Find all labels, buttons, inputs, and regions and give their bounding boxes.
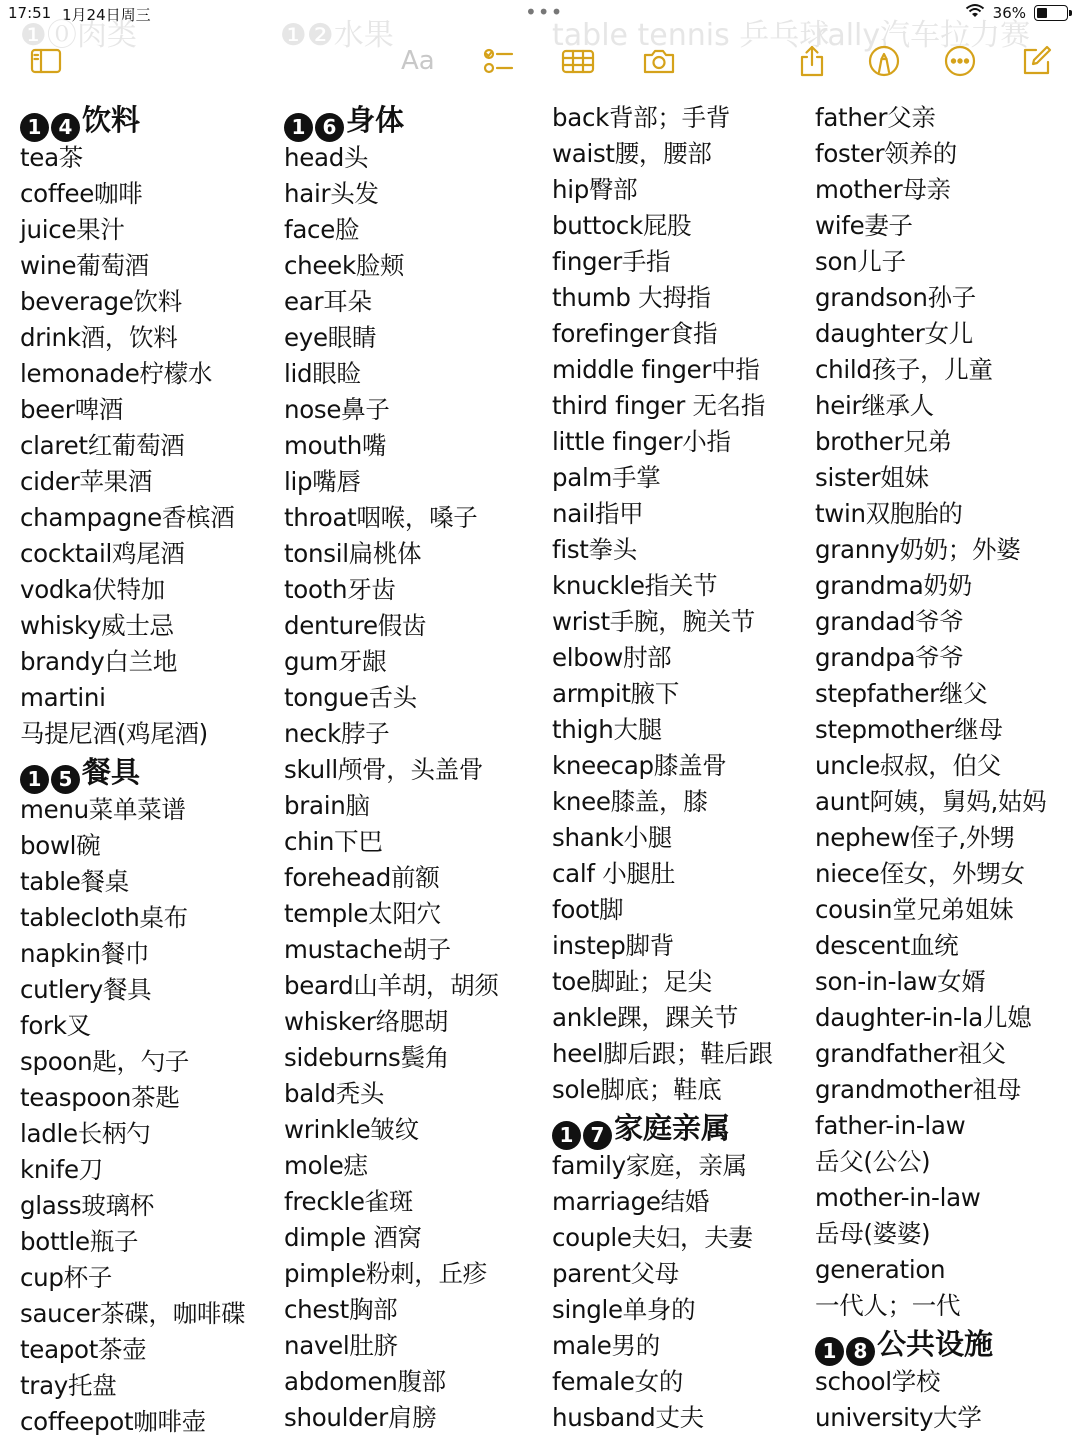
- vocab-entry: daughter-in-la儿媳: [815, 1003, 1032, 1032]
- vocab-entry: waist腰，腰部: [552, 139, 712, 168]
- table-icon: [561, 44, 595, 78]
- vocab-entry: grandson孙子: [815, 283, 976, 312]
- vocab-entry: ankle踝，踝关节: [552, 1003, 739, 1032]
- vocab-entry: cocktail鸡尾酒: [20, 539, 185, 568]
- vocab-entry: forehead前额: [284, 863, 440, 892]
- vocab-entry: grandfather祖父: [815, 1039, 1006, 1068]
- vocab-entry: table餐桌: [20, 867, 129, 896]
- vocab-entry: tooth牙齿: [284, 575, 396, 604]
- vocab-entry: thumb 大拇指: [552, 283, 711, 312]
- note-column: [20, 100, 245, 1440]
- battery-percent: 36%: [992, 4, 1026, 22]
- vocab-entry: ladle长柄勺: [20, 1119, 151, 1148]
- battery-fill: [1037, 8, 1047, 18]
- vocab-entry: brandy白兰地: [20, 647, 178, 676]
- multitasking-dots-icon[interactable]: •••: [525, 0, 564, 24]
- vocab-entry: claret红葡萄酒: [20, 431, 185, 460]
- vocab-entry: tonsil扁桃体: [284, 539, 422, 568]
- vocab-entry: wife妻子: [815, 211, 913, 240]
- vocab-entry: toe脚趾；足尖: [552, 967, 712, 996]
- vocab-entry: lip嘴唇: [284, 467, 361, 496]
- vocab-entry: glass玻璃杯: [20, 1191, 155, 1220]
- camera-icon: [642, 44, 676, 78]
- vocab-entry: couple夫妇，夫妻: [552, 1223, 753, 1252]
- vocab-entry: beard山羊胡，胡须: [284, 971, 499, 1000]
- more-options-button[interactable]: [940, 44, 980, 78]
- vocab-entry: male男的: [552, 1331, 660, 1360]
- vocab-entry: fork叉: [20, 1011, 91, 1040]
- checklist-button[interactable]: [478, 44, 518, 78]
- vocab-entry: head头: [284, 143, 369, 172]
- vocab-entry: cider苹果酒: [20, 467, 153, 496]
- vocab-entry: son-in-law女婿: [815, 967, 986, 996]
- section-number-badge: 5: [51, 765, 80, 794]
- vocab-entry: nail指甲: [552, 499, 644, 528]
- vocab-entry: family家庭，亲属: [552, 1151, 747, 1180]
- section-number-badge: 1: [20, 113, 49, 142]
- vocab-entry: parent父母: [552, 1259, 679, 1288]
- ghost-title: rally汽车拉力赛: [815, 18, 1031, 53]
- vocab-entry: mother母亲: [815, 175, 951, 204]
- vocab-entry: dimple 酒窝: [284, 1223, 422, 1252]
- vocab-entry: nephew侄子,外甥: [815, 823, 1015, 852]
- vocab-entry: bald秃头: [284, 1079, 385, 1108]
- section-heading: [284, 100, 499, 140]
- vocab-entry: knife刀: [20, 1155, 103, 1184]
- vocab-entry: freckle雀斑: [284, 1187, 414, 1216]
- vocab-entry: juice果汁: [20, 215, 125, 244]
- vocab-entry: menu菜单菜谱: [20, 795, 186, 824]
- vocab-entry: wine葡萄酒: [20, 251, 149, 280]
- vocab-entry: foster领养的: [815, 139, 957, 168]
- vocab-entry: twin双胞胎的: [815, 499, 963, 528]
- vocab-entry: champagne香槟酒: [20, 503, 235, 532]
- vocab-entry: tray托盘: [20, 1371, 117, 1400]
- section-number-badge: 1: [552, 1121, 581, 1150]
- vocab-entry: cutlery餐具: [20, 975, 152, 1004]
- vocab-entry: whisker络腮胡: [284, 1007, 449, 1036]
- vocab-entry: stepfather继父: [815, 679, 988, 708]
- vocab-entry: grandad爷爷: [815, 607, 964, 636]
- sidebar-toggle-button[interactable]: [26, 44, 66, 78]
- vocab-entry: spoon匙，勺子: [20, 1047, 190, 1076]
- checklist-icon: [481, 44, 515, 78]
- vocab-entry: husband丈夫: [552, 1403, 704, 1432]
- vocab-entry: middle finger中指: [552, 355, 760, 384]
- vocab-entry: vodka伏特加: [20, 575, 165, 604]
- vocab-entry: gum牙龈: [284, 647, 387, 676]
- section-heading: [815, 1324, 1046, 1364]
- vocab-entry: 岳母(婆婆): [815, 1219, 931, 1248]
- vocab-entry: elbow肘部: [552, 643, 672, 672]
- vocab-entry: tea茶: [20, 143, 83, 172]
- vocab-entry: descent血统: [815, 931, 959, 960]
- vocab-entry: single单身的: [552, 1295, 696, 1324]
- markup-button[interactable]: [864, 44, 904, 78]
- vocab-entry: shoulder肩膀: [284, 1403, 437, 1432]
- vocab-entry: wrinkle皱纹: [284, 1115, 419, 1144]
- notes-toolbar: [0, 36, 1080, 86]
- vocab-entry: generation: [815, 1255, 946, 1284]
- vocab-entry: female女的: [552, 1367, 684, 1396]
- vocab-entry: back背部；手背: [552, 103, 731, 132]
- vocab-entry: buttock屁股: [552, 211, 692, 240]
- vocab-entry: bowl碗: [20, 831, 101, 860]
- table-button[interactable]: [558, 44, 598, 78]
- vocab-entry: calf 小腿肚: [552, 859, 675, 888]
- vocab-entry: brother兄弟: [815, 427, 952, 456]
- vocab-entry: school学校: [815, 1367, 941, 1396]
- vocab-entry: granny奶奶；外婆: [815, 535, 1021, 564]
- vocab-entry: brain脑: [284, 791, 370, 820]
- vocab-entry: grandpa爷爷: [815, 643, 964, 672]
- vocab-entry: 岳父(公公): [815, 1147, 931, 1176]
- share-button[interactable]: [792, 44, 832, 78]
- vocab-entry: shank小腿: [552, 823, 672, 852]
- vocab-entry: sideburns鬓角: [284, 1043, 449, 1072]
- vocab-entry: tongue舌头: [284, 683, 417, 712]
- section-heading-label: 餐具: [82, 755, 141, 789]
- section-number-badge: 1: [284, 113, 313, 142]
- vocab-entry: child孩子，儿童: [815, 355, 993, 384]
- vocab-entry: cheek脸颊: [284, 251, 405, 280]
- vocab-entry: forefinger食指: [552, 319, 718, 348]
- format-button[interactable]: Aa: [401, 46, 435, 76]
- vocab-entry: neck脖子: [284, 719, 390, 748]
- vocab-entry: stepmother继母: [815, 715, 1003, 744]
- status-time: 17:51: [8, 4, 52, 22]
- vocab-entry: niece侄女，外甥女: [815, 859, 1025, 888]
- vocab-entry: navel肚脐: [284, 1331, 398, 1360]
- vocab-entry: mustache胡子: [284, 935, 451, 964]
- ellipsis-circle-icon: [943, 44, 977, 78]
- section-number-badge: 4: [51, 113, 80, 142]
- vocab-entry: heir继承人: [815, 391, 934, 420]
- section-heading-label: 饮料: [82, 103, 141, 137]
- vocab-entry: little finger小指: [552, 427, 731, 456]
- vocab-entry: hip臀部: [552, 175, 638, 204]
- vocab-entry: throat咽喉，嗓子: [284, 503, 478, 532]
- note-column: [284, 100, 499, 1436]
- vocab-entry: cousin堂兄弟姐妹: [815, 895, 1014, 924]
- vocab-entry: mole痣: [284, 1151, 368, 1180]
- vocab-entry: denture假齿: [284, 611, 427, 640]
- vocab-entry: teaspoon茶匙: [20, 1083, 180, 1112]
- battery-icon: [1034, 5, 1068, 21]
- vocab-entry: coffee咖啡: [20, 179, 143, 208]
- vocab-entry: kneecap膝盖骨: [552, 751, 727, 780]
- vocab-entry: lid眼睑: [284, 359, 361, 388]
- vocab-entry: 马提尼酒(鸡尾酒): [20, 719, 208, 748]
- section-heading-label: 公共设施: [877, 1327, 994, 1361]
- vocab-entry: father父亲: [815, 103, 936, 132]
- vocab-entry: bottle瓶子: [20, 1227, 139, 1256]
- vocab-entry: grandmother祖母: [815, 1075, 1021, 1104]
- ghost-title: table tennis 乒乓球: [552, 18, 830, 53]
- compose-icon: [1019, 44, 1053, 78]
- vocab-entry: 一代人；一代: [815, 1291, 961, 1320]
- vocab-entry: wrist手腕，腕关节: [552, 607, 755, 636]
- vocab-entry: finger手指: [552, 247, 671, 276]
- vocab-entry: mother-in-law: [815, 1183, 981, 1212]
- vocab-entry: skull颅骨，头盖骨: [284, 755, 484, 784]
- section-number-badge: 8: [846, 1337, 875, 1366]
- vocab-entry: mouth嘴: [284, 431, 387, 460]
- section-heading: [552, 1108, 773, 1148]
- vocab-entry: grandma奶奶: [815, 571, 972, 600]
- sidebar-icon: [29, 44, 63, 78]
- vocab-entry: university大学: [815, 1403, 982, 1432]
- vocab-entry: abdomen腹部: [284, 1367, 446, 1396]
- vocab-entry: knee膝盖，膝: [552, 787, 708, 816]
- section-heading: [20, 100, 245, 140]
- vocab-entry: aunt阿姨，舅妈,姑妈: [815, 787, 1047, 816]
- vocab-entry: son儿子: [815, 247, 906, 276]
- vocab-entry: chest胸部: [284, 1295, 398, 1324]
- vocab-entry: sister姐妹: [815, 463, 929, 492]
- vocab-entry: father-in-law: [815, 1111, 966, 1140]
- section-number-badge: 1: [815, 1337, 844, 1366]
- vocab-entry: martini: [20, 683, 106, 712]
- vocab-entry: daughter女儿: [815, 319, 973, 348]
- section-number-badge: 7: [583, 1121, 612, 1150]
- vocab-entry: pimple粉刺，丘疹: [284, 1259, 487, 1288]
- vocab-entry: uncle叔叔，伯父: [815, 751, 1001, 780]
- vocab-entry: temple太阳穴: [284, 899, 441, 928]
- vocab-entry: drink酒，饮料: [20, 323, 178, 352]
- note-column: [552, 100, 773, 1436]
- new-note-button[interactable]: [1016, 44, 1056, 78]
- section-heading-label: 身体: [346, 103, 405, 137]
- vocab-entry: beer啤酒: [20, 395, 123, 424]
- vocab-entry: instep脚背: [552, 931, 674, 960]
- section-number-badge: 1: [20, 765, 49, 794]
- vocab-entry: sole脚底；鞋底: [552, 1075, 722, 1104]
- vocab-entry: chin下巴: [284, 827, 383, 856]
- vocab-entry: eye眼睛: [284, 323, 377, 352]
- vocab-entry: saucer茶碟，咖啡碟: [20, 1299, 246, 1328]
- vocab-entry: coffeepot咖啡壶: [20, 1407, 206, 1436]
- section-heading: [20, 752, 245, 792]
- vocab-entry: fist拳头: [552, 535, 638, 564]
- vocab-entry: hair头发: [284, 179, 379, 208]
- vocab-entry: palm手掌: [552, 463, 661, 492]
- camera-button[interactable]: [639, 44, 679, 78]
- vocab-entry: beverage饮料: [20, 287, 182, 316]
- vocab-entry: armpit腋下: [552, 679, 680, 708]
- section-number-badge: 6: [315, 113, 344, 142]
- section-heading-label: 家庭亲属: [614, 1111, 731, 1145]
- vocab-entry: foot脚: [552, 895, 624, 924]
- vocab-entry: knuckle指关节: [552, 571, 718, 600]
- vocab-entry: thigh大腿: [552, 715, 662, 744]
- status-date: 1月24日周三: [62, 6, 151, 24]
- ghost-title: ❶⓪肉类: [20, 18, 137, 53]
- vocab-entry: whisky威士忌: [20, 611, 174, 640]
- ghost-title: ❶❷水果: [280, 18, 394, 53]
- vocab-entry: marriage结婚: [552, 1187, 710, 1216]
- share-icon: [795, 44, 829, 78]
- vocab-entry: heel脚后跟；鞋后跟: [552, 1039, 773, 1068]
- vocab-entry: third finger 无名指: [552, 391, 766, 420]
- vocab-entry: teapot茶壶: [20, 1335, 147, 1364]
- vocab-entry: tablecloth桌布: [20, 903, 188, 932]
- vocab-entry: ear耳朵: [284, 287, 372, 316]
- vocab-entry: lemonade柠檬水: [20, 359, 213, 388]
- vocab-entry: cup杯子: [20, 1263, 113, 1292]
- note-column: [815, 100, 1046, 1436]
- pen-markup-icon: [867, 44, 901, 78]
- vocab-entry: nose鼻子: [284, 395, 390, 424]
- vocab-entry: napkin餐巾: [20, 939, 150, 968]
- vocab-entry: face脸: [284, 215, 360, 244]
